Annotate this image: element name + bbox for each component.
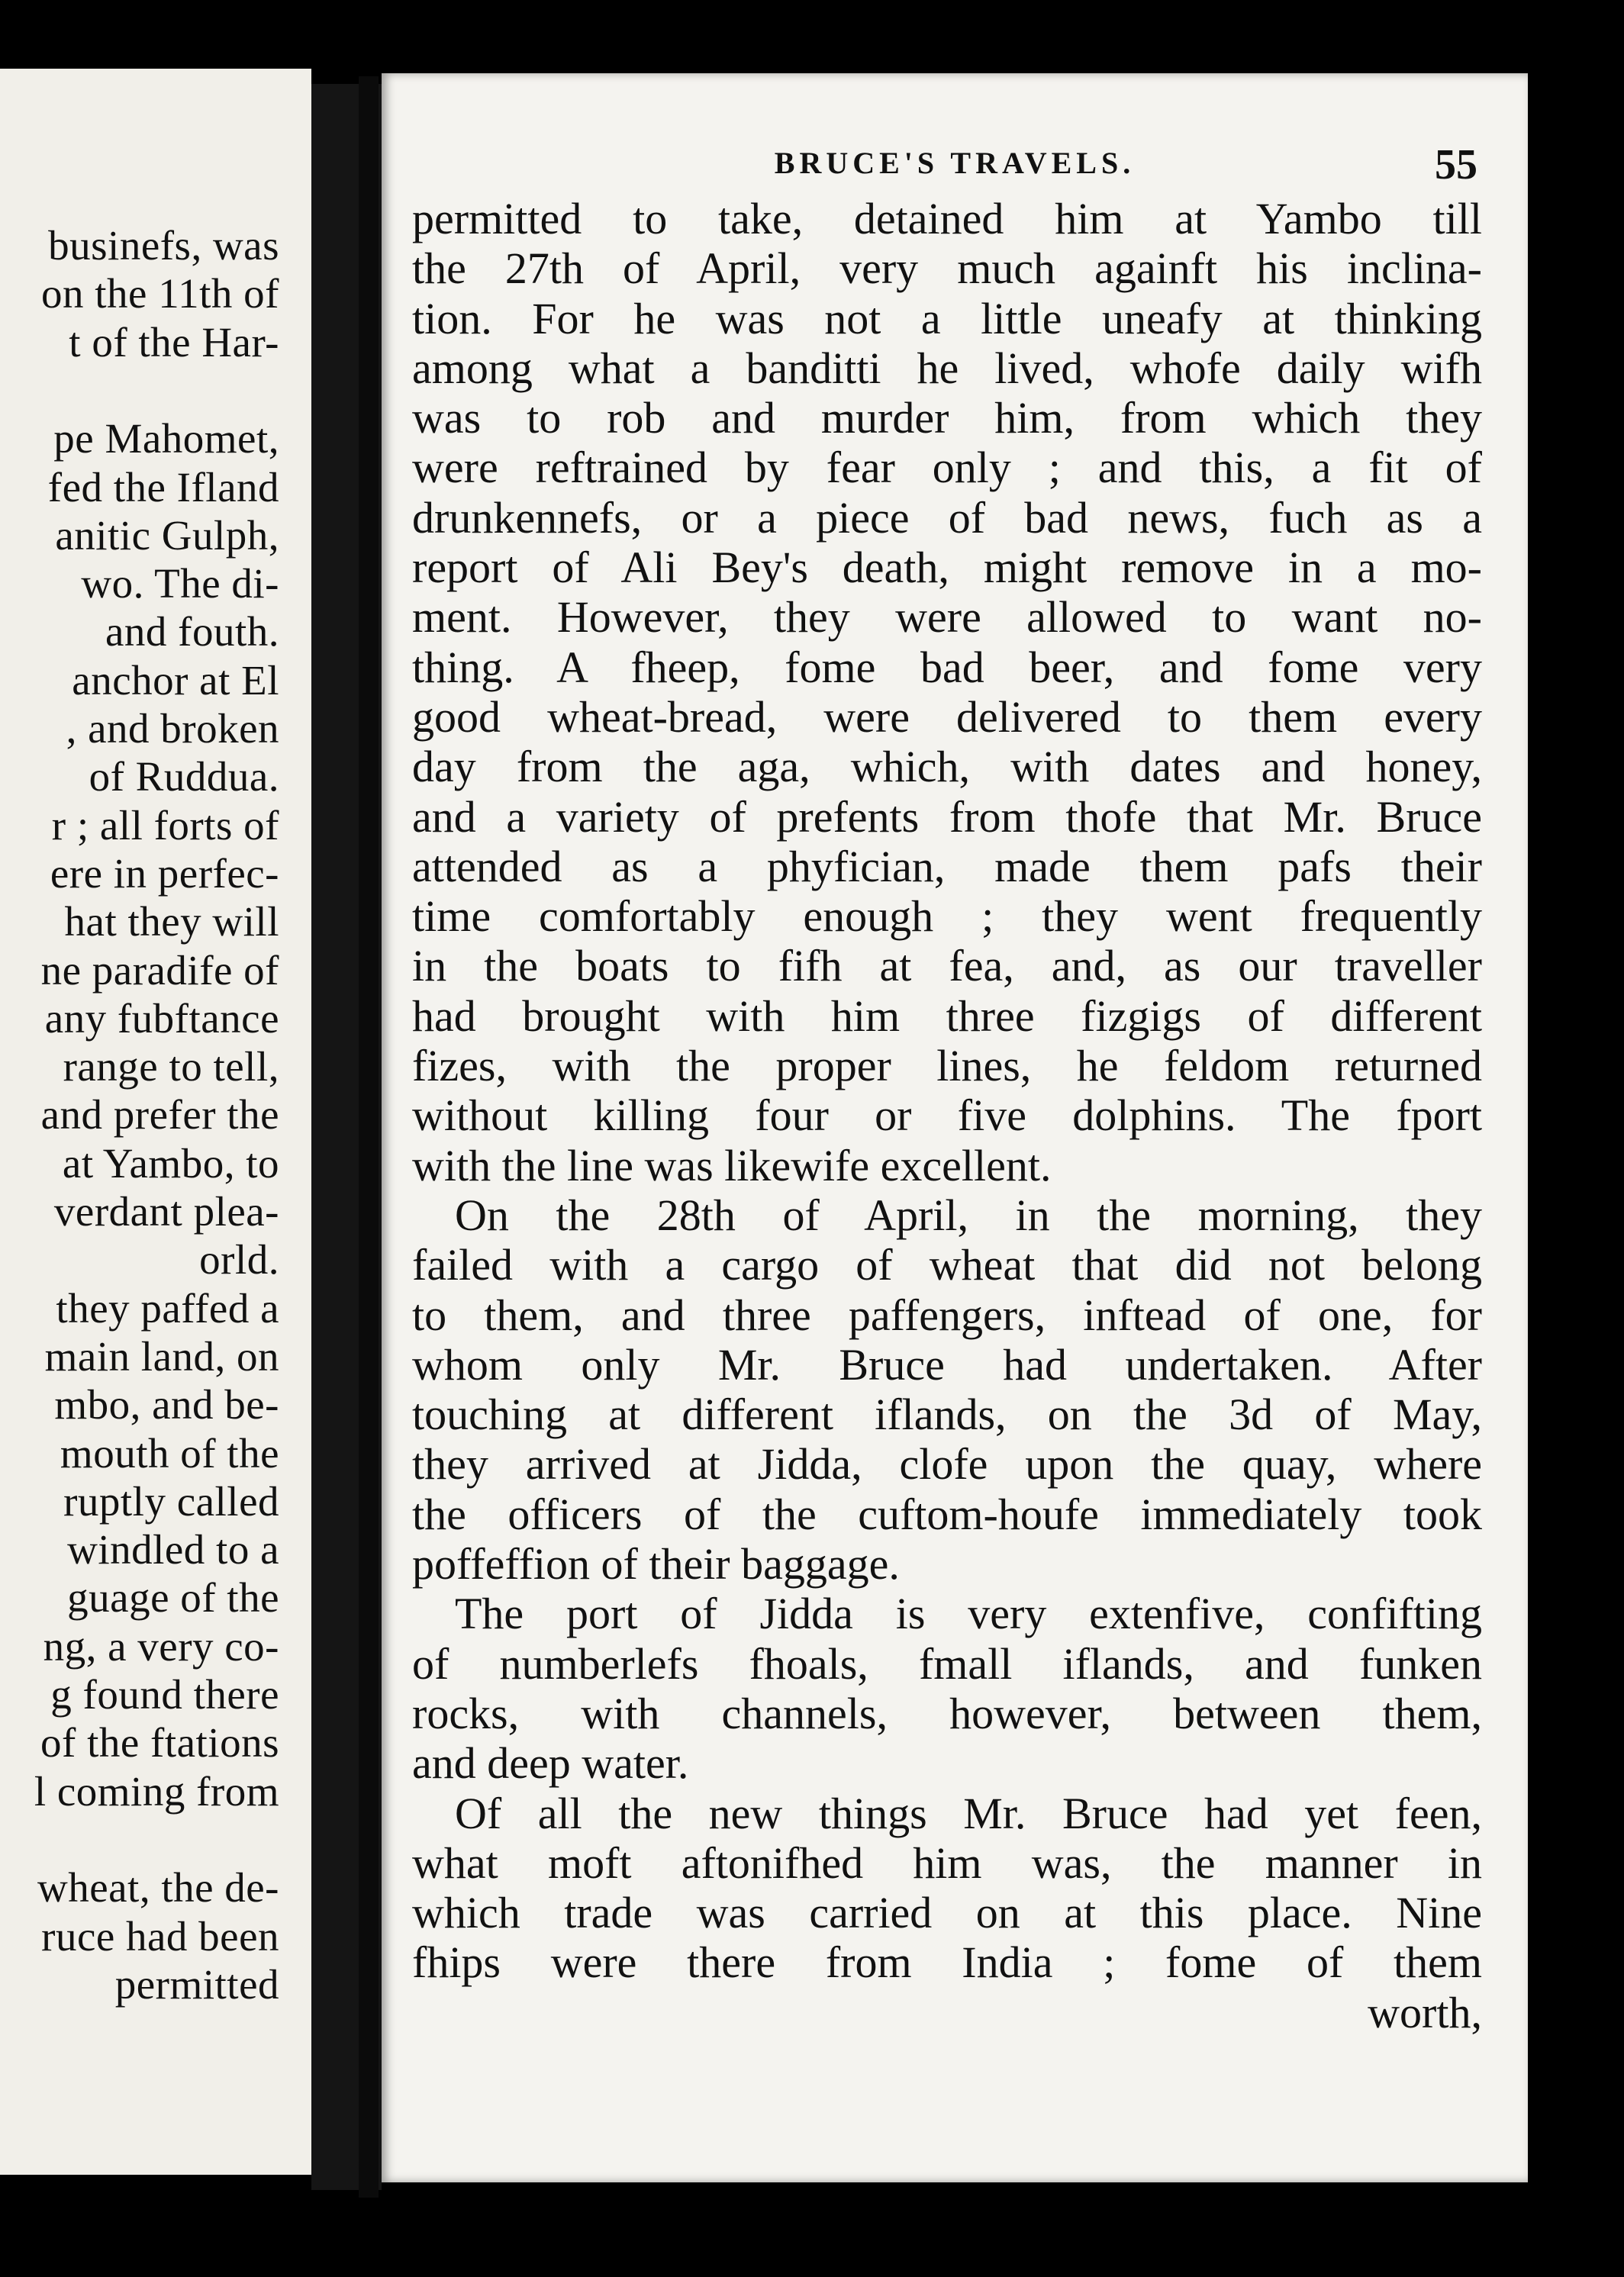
left-page-line: orld.	[199, 1236, 279, 1283]
left-page-line: ruce had been	[41, 1912, 279, 1960]
text-line: permitted to take, detained him at Yambo till	[412, 194, 1482, 243]
text-line: worth,	[1368, 1987, 1482, 2037]
text-line: tion. For he was not a little uneafy at thinking	[412, 293, 1482, 343]
left-page-line: permitted	[114, 1960, 279, 2008]
left-page-line: guage of the	[67, 1574, 279, 1622]
left-page-line: and prefer the	[40, 1091, 279, 1138]
left-page-line: of Ruddua.	[89, 753, 279, 800]
left-page-line: r ; all forts of	[51, 801, 279, 849]
text-line: ment. However, they were allowed to want no-	[412, 592, 1482, 643]
left-page-line: anchor at El	[72, 656, 279, 704]
left-page-line: wheat, the de-	[37, 1864, 279, 1911]
text-line: rocks, with channels, however, between them,	[412, 1688, 1482, 1738]
text-line: touching at different iflands, on the 3d of May,	[412, 1390, 1482, 1440]
left-page-line: range to tell,	[63, 1043, 279, 1090]
page-number: 55	[1435, 141, 1477, 188]
text-line: without killing four or five dolphins. The fport	[412, 1090, 1482, 1141]
text-line: failed with a cargo of wheat that did not belong	[412, 1240, 1482, 1290]
text-line: drunkennefs, or a piece of bad news, fuch as a	[412, 492, 1482, 543]
left-page-line: businefs, was	[48, 222, 279, 269]
text-line: to them, and three paffengers, inftead of one, for	[412, 1290, 1482, 1340]
text-line: day from the aga, which, with dates and honey,	[412, 742, 1482, 792]
text-line: among what a banditti he lived, whofe daily wifh	[412, 343, 1482, 393]
right-page	[382, 73, 1528, 2182]
left-page-line: pe Mahomet,	[53, 415, 279, 462]
left-page-line: hat they will	[64, 898, 279, 945]
text-line: fizes, with the proper lines, he feldom returned	[412, 1041, 1482, 1091]
text-line: fhips were there from India ; fome of them	[412, 1937, 1482, 1988]
left-page-line: at Yambo, to	[62, 1139, 279, 1187]
text-line: time comfortably enough ; they went frequently	[412, 891, 1482, 942]
left-page-line: wo. The di-	[81, 560, 279, 607]
left-page-line: mouth of the	[60, 1429, 279, 1477]
text-line: On the 28th of April, in the morning, they	[455, 1190, 1482, 1240]
text-line: The port of Jidda is very extenfive, confifting	[455, 1589, 1482, 1639]
left-page-line: anitic Gulph,	[55, 511, 279, 559]
left-page-line: main land, on	[44, 1332, 279, 1380]
text-line: the 27th of April, very much againft his inclina-	[412, 243, 1482, 294]
gutter-shadow	[359, 76, 379, 2198]
left-page-line: ruptly called	[63, 1477, 279, 1525]
left-page-line: g found there	[50, 1671, 279, 1718]
left-page-line: mbo, and be-	[54, 1381, 279, 1428]
text-line: good wheat-bread, were delivered to them every	[412, 691, 1482, 742]
left-page-line: l coming from	[34, 1767, 279, 1815]
text-line: poffeffion of their baggage.	[412, 1539, 900, 1589]
text-line: with the line was likewife excellent.	[412, 1140, 1052, 1190]
text-line: they arrived at Jidda, clofe upon the quay, where	[412, 1439, 1482, 1490]
text-line: what moft aftonifhed him was, the manner in	[412, 1837, 1482, 1888]
text-line: was to rob and murder him, from which they	[412, 393, 1482, 443]
text-line: which trade was carried on at this place. Nine	[412, 1888, 1482, 1938]
left-page-line: they paffed a	[56, 1284, 279, 1332]
left-page-line: t of the Har-	[69, 318, 279, 366]
left-page-line: ng, a very co-	[43, 1622, 279, 1670]
text-line: of numberlefs fhoals, fmall iflands, and funken	[412, 1638, 1482, 1689]
left-page-line: on the 11th of	[41, 270, 279, 317]
left-page-line: ere in perfec-	[50, 849, 279, 897]
left-page-line: ne paradife of	[40, 946, 279, 994]
text-line: and a variety of prefents from thofe that Mr. Bruce	[412, 791, 1482, 842]
text-line: had brought with him three fizgigs of different	[412, 990, 1482, 1041]
left-page-line: windled to a	[67, 1526, 279, 1573]
text-line: Of all the new things Mr. Bruce had yet feen,	[455, 1788, 1482, 1838]
text-line: attended as a phyfician, made them pafs their	[412, 841, 1482, 891]
left-page-line: verdant plea-	[53, 1188, 279, 1235]
text-line: report of Ali Bey's death, might remove in a mo-	[412, 543, 1482, 593]
running-head: BRUCE'S TRAVELS.	[774, 146, 1136, 180]
left-page-line: fed the Ifland	[47, 463, 279, 510]
left-page-line: and fouth.	[105, 608, 279, 655]
left-page-line: of the ftations	[40, 1719, 279, 1767]
text-line: in the boats to fifh at fea, and, as our traveller	[412, 941, 1482, 991]
left-page	[0, 69, 311, 2175]
left-page-line: , and broken	[66, 705, 279, 752]
text-line: the officers of the cuftom-houfe immediately took	[412, 1489, 1482, 1539]
text-line: thing. A fheep, fome bad beer, and fome very	[412, 642, 1482, 692]
body-text	[412, 194, 1482, 2037]
text-line: and deep water.	[412, 1738, 689, 1789]
left-page-line: any fubftance	[44, 994, 279, 1042]
text-line: were reftrained by fear only ; and this, a fit of	[412, 443, 1482, 493]
text-line: whom only Mr. Bruce had undertaken. After	[412, 1339, 1482, 1390]
